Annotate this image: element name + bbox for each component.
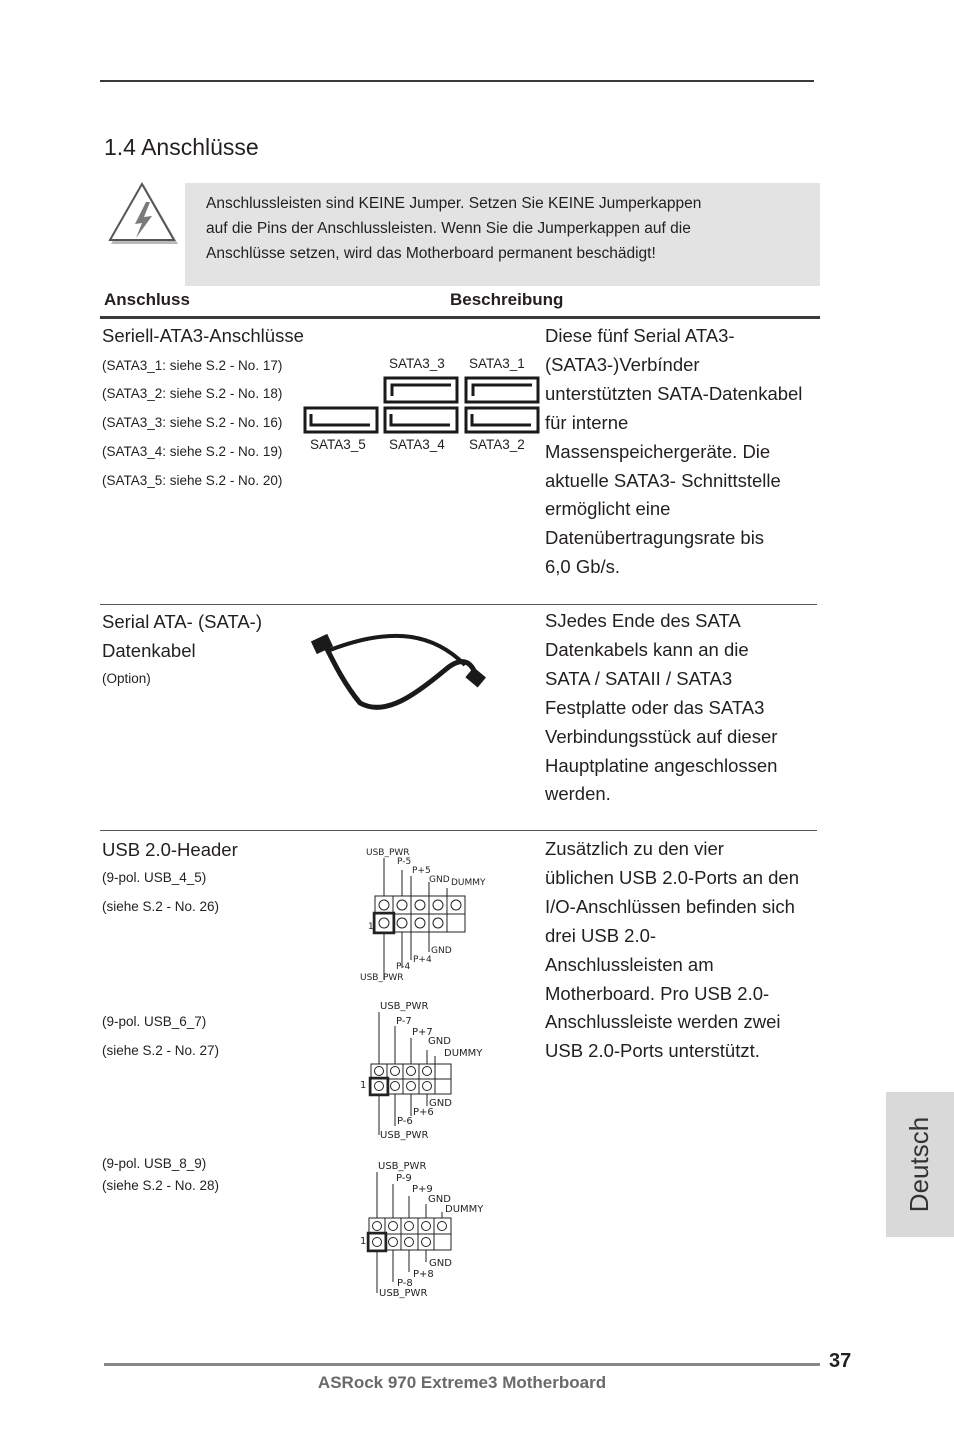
pin-label: P+7: [412, 1027, 433, 1038]
pin-label: USB_PWR: [378, 1161, 427, 1172]
sata3-ref: (SATA3_3: siehe S.2 - No. 16): [102, 415, 283, 430]
pin-label: P-5: [397, 857, 412, 867]
sata-port-icon: [466, 408, 538, 432]
description-line: werden.: [545, 783, 611, 805]
pin-label: P-7: [396, 1016, 412, 1027]
pin-label: P-8: [397, 1278, 413, 1289]
sata-port-icon: [385, 378, 457, 402]
sata-cable-description: [545, 607, 820, 809]
description-line: Hauptplatine angeschlossen: [545, 754, 778, 776]
usb-header-ref: (siehe S.2 - No. 28): [102, 1178, 220, 1193]
column-header-connector: Anschluss: [104, 290, 190, 309]
description-line: aktuelle SATA3- Schnittstelle: [545, 469, 781, 491]
description-line: Anschlussleiste werden zwei: [545, 1011, 781, 1033]
pin1-marker: 1: [360, 1080, 367, 1091]
pin-label: DUMMY: [451, 878, 486, 888]
pin-label: USB_PWR: [366, 848, 410, 858]
sata3-ref: (SATA3_1: siehe S.2 - No. 17): [102, 358, 283, 373]
sata-port-icon: [385, 408, 457, 432]
sata-port-icon: [305, 408, 377, 432]
warning-line: auf die Pins der Anschlussleisten. Wenn Sie die Jumperkappen auf die: [206, 220, 691, 237]
description-line: Datenübertragungsrate bis: [545, 527, 765, 549]
top-rule: [100, 80, 814, 82]
description-line: 6,0 Gb/s.: [545, 556, 621, 578]
pin-label: DUMMY: [445, 1204, 484, 1215]
pin-label: P+5: [412, 866, 431, 876]
usb-header-pins: (9-pol. USB_4_5): [102, 870, 207, 885]
warning-text: [206, 191, 806, 266]
row-divider: [100, 830, 817, 831]
sata-ports-diagram: [300, 376, 545, 436]
pin-label: P-4: [396, 962, 411, 972]
sata-port-label: SATA3_4: [389, 437, 445, 452]
usb-header-ref: (siehe S.2 - No. 26): [102, 899, 220, 914]
pin-label: GND: [428, 1194, 451, 1205]
usb-header-ref: (siehe S.2 - No. 27): [102, 1043, 220, 1058]
pin-label: P-9: [396, 1173, 412, 1184]
sata3-ref: (SATA3_5: siehe S.2 - No. 20): [102, 473, 283, 488]
description-line: ermöglicht eine: [545, 498, 671, 520]
usb-header-diagram: [360, 1158, 500, 1303]
pin-label: GND: [428, 1036, 451, 1047]
sata-cable-name: Datenkabel: [102, 640, 196, 661]
description-line: unterstützten SATA-Datenkabel: [545, 382, 803, 404]
description-line: Datenkabels kann an die: [545, 638, 749, 660]
sata-cable-name: Serial ATA- (SATA-): [102, 611, 263, 632]
description-line: Motherboard. Pro USB 2.0-: [545, 982, 770, 1004]
description-line: für interne: [545, 411, 629, 433]
sata3-ref: (SATA3_4: siehe S.2 - No. 19): [102, 444, 283, 459]
sata-cable-image: [305, 625, 495, 715]
description-line: drei USB 2.0-: [545, 924, 657, 946]
column-header-description: Beschreibung: [450, 290, 564, 309]
warning-triangle-icon: [108, 182, 180, 250]
section-title: 1.4 Anschlüsse: [104, 134, 259, 160]
sata-cable-option: (Option): [102, 671, 151, 686]
description-line: I/O-Anschlüssen befinden sich: [545, 895, 795, 917]
pin-label: GND: [429, 1258, 452, 1269]
description-line: üblichen USB 2.0-Ports an den: [545, 866, 800, 888]
pin-label: P+8: [413, 1269, 434, 1280]
description-line: USB 2.0-Ports unterstützt.: [545, 1040, 760, 1062]
usb-header-pins: (9-pol. USB_8_9): [102, 1156, 207, 1171]
usb-connector-name: USB 2.0-Header: [102, 839, 238, 860]
sata3-description: [545, 322, 820, 582]
pin-label: P-6: [397, 1116, 413, 1127]
sata-port-label: SATA3_2: [469, 437, 525, 452]
pin-label: DUMMY: [444, 1048, 483, 1059]
footer-rule: [104, 1363, 820, 1366]
description-line: Anschlussleisten am: [545, 953, 714, 975]
pin-label: USB_PWR: [360, 973, 404, 983]
usb-header-pins: (9-pol. USB_6_7): [102, 1014, 207, 1029]
page-number: 37: [829, 1350, 852, 1372]
warning-line: Anschlüsse setzen, wird das Motherboard permanent beschädigt!: [206, 245, 656, 262]
sata3-ref: (SATA3_2: siehe S.2 - No. 18): [102, 386, 283, 401]
description-line: SJedes Ende des SATA: [545, 610, 741, 631]
description-line: (SATA3-)Verbínder: [545, 353, 700, 375]
row-divider: [100, 604, 817, 605]
sata3-connector-name: Seriell-ATA3-Anschlüsse: [102, 325, 304, 346]
usb-header-diagram: [358, 846, 498, 988]
description-line: SATA / SATAII / SATA3: [545, 667, 733, 689]
description-line: Verbindungsstück auf dieser: [545, 725, 778, 747]
language-tab-text: Deutsch: [904, 1116, 935, 1213]
pin1-marker: 1: [368, 922, 374, 932]
sata-port-label: SATA3_1: [469, 356, 525, 371]
pin-label: P+6: [413, 1107, 434, 1118]
pin-label: USB_PWR: [380, 1001, 429, 1012]
footer-text: ASRock 970 Extreme3 Motherboard: [317, 1373, 607, 1392]
pin-label: USB_PWR: [380, 1130, 429, 1141]
language-tab-label: [886, 1092, 954, 1237]
pin-label: GND: [429, 1098, 452, 1109]
pin-label: P+9: [412, 1184, 433, 1195]
sata-port-label: SATA3_3: [389, 356, 445, 371]
sata-port-icon: [466, 378, 538, 402]
header-rule: [100, 316, 820, 319]
description-line: Massenspeichergeräte. Die: [545, 440, 771, 462]
description-line: Festplatte oder das SATA3: [545, 696, 765, 718]
usb-header-diagram: [360, 1000, 500, 1145]
sata-port-label: SATA3_5: [310, 437, 366, 452]
warning-line: Anschlussleisten sind KEINE Jumper. Setzen Sie KEINE Jumperkappen: [206, 195, 702, 212]
description-line: Zusätzlich zu den vier: [545, 838, 724, 859]
pin-label: USB_PWR: [379, 1288, 428, 1299]
description-line: Diese fünf Serial ATA3-: [545, 325, 735, 346]
pin1-marker: 1: [360, 1236, 367, 1247]
pin-label: GND: [431, 946, 452, 956]
usb-description: [545, 835, 820, 1066]
pin-label: GND: [429, 875, 450, 885]
pin-label: P+4: [413, 955, 432, 965]
